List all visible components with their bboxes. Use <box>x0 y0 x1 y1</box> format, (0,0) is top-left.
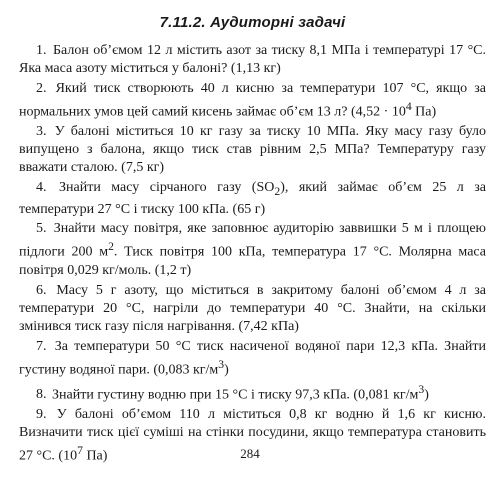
problem-1 <box>19 42 486 79</box>
problem-text: Балон об’ємом 12 л містить азот за тиску 8,1 МПа і температурі 17 °С. Яка маса азоту міститься у балоні? (1,13 кг) <box>19 43 487 77</box>
problem-4 <box>19 179 486 219</box>
problem-text-end: ) <box>424 387 429 403</box>
problem-text: У балоні міститься 10 кг газу за тиску 10 МПа. Яку масу газу було випущено з балона, якщо тиск став рівним 2,5 МПа? Температуру газу вважати сталою. (7,5 кг) <box>19 123 486 176</box>
superscript: 3 <box>218 357 225 371</box>
problem-number: 1. <box>36 43 47 58</box>
section-title: 7.11.2. Аудиторні задачі <box>159 14 346 31</box>
problem-text: Знайти масу сірчаного газу (SO <box>58 179 275 195</box>
superscript: 3 <box>418 382 425 396</box>
problem-number: 2. <box>36 80 47 96</box>
problem-text: У балоні об’ємом 110 л міститься 0,8 кг водню й 1,6 кг кисню. Визначити тиск цієї суміші на стінки посудини, якщо температура становить 27 °С. (10 <box>19 406 486 465</box>
superscript: 4 <box>405 99 412 113</box>
problem-3 <box>19 123 486 178</box>
problem-2 <box>19 80 486 122</box>
problem-text-end: Па) <box>411 104 437 120</box>
problem-text-end: ) <box>224 362 229 378</box>
problem-number: 9. <box>36 406 47 422</box>
superscript: 2 <box>108 240 114 254</box>
problem-text-end: ), який займає об’єм 25 л за температури 27 °С і тиску 100 кПа. (65 г) <box>19 179 487 217</box>
problem-number: 8. <box>36 387 47 403</box>
problem-number: 6. <box>36 282 47 298</box>
problem-number: 5. <box>36 221 47 237</box>
problem-text: Знайти масу повітря, яке заповнює аудиторію заввишки 5 м і площею підлоги 200 м <box>19 221 487 261</box>
superscript: 7 <box>77 444 83 458</box>
problem-8 <box>19 381 486 405</box>
problem-6 <box>19 282 486 337</box>
problem-text: Знайти густину водню при 15 °С і тиску 97,3 кПа. (0,081 кг/м <box>52 387 419 403</box>
problem-5 <box>19 220 486 281</box>
problem-number: 7. <box>36 338 47 354</box>
problem-text: Масу 5 г азоту, що міститься в закритому балоні об’ємом 4 л за температури 20 °С, нагріли до температури 40 °С. Знайти, на скільки змінився тиск газу після нагрівання. (7,42 кПа) <box>19 282 487 335</box>
problem-number: 4. <box>36 179 47 195</box>
problem-text-end: . Тиск повітря 100 кПа, температура 17 °С. Молярна маса повітря 0,029 кг/моль. (1,2 т) <box>19 245 487 279</box>
page-number: 284 <box>240 446 260 461</box>
problem-7 <box>19 338 486 380</box>
problem-number: 3. <box>36 123 47 139</box>
problem-text: За температури 50 °С тиск насиченої водяної пари 12,3 кПа. Знайти густину водяної пари. (0,083 кг/м <box>19 338 487 378</box>
problem-text: Який тиск створюють 40 л кисню за температури 107 °С, якщо за нормальних умов цей самий кисень займає об’єм 13 л? (4,52 · 10 <box>19 80 486 120</box>
problem-text-end: Па) <box>82 449 108 465</box>
subscript: 2 <box>274 184 281 198</box>
